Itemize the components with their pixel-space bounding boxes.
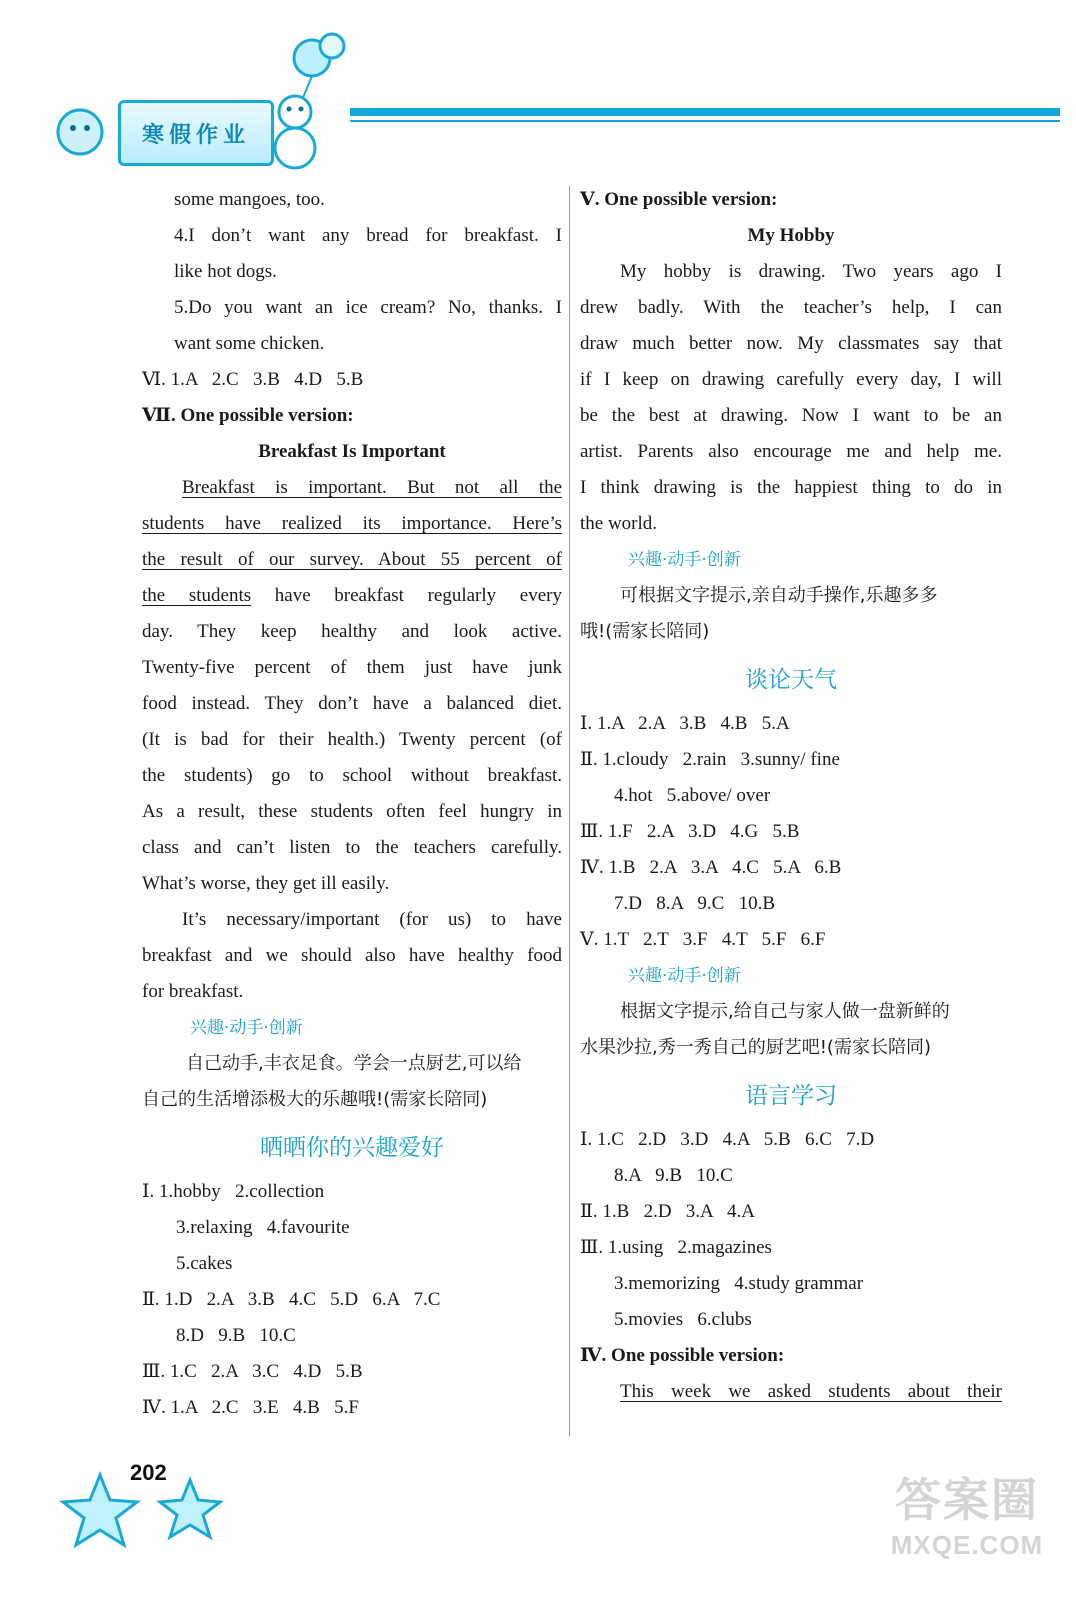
tip-line: 自己的生活增添极大的乐趣哦!(需家长陪同) bbox=[142, 1089, 488, 1110]
left-column bbox=[142, 182, 562, 1426]
section-label: Ⅶ. One possible version: bbox=[142, 405, 354, 426]
fun-heading: 兴趣·动手·创新 bbox=[190, 1018, 303, 1038]
answer-line: 3.memorizing 4.study grammar bbox=[614, 1273, 864, 1294]
column-divider bbox=[569, 186, 570, 1436]
answer-line: like hot dogs. bbox=[174, 261, 277, 282]
answer-line: 3.relaxing 4.favourite bbox=[176, 1217, 350, 1238]
essay-line: be the best at drawing. Now I want to be an bbox=[580, 405, 1002, 426]
tip-line: 水果沙拉,秀一秀自己的厨艺吧!(需家长陪同) bbox=[580, 1037, 931, 1058]
answer-line: 4.I don’t want any bread for breakfast. I bbox=[174, 225, 562, 246]
essay-line: breakfast and we should also have healthy food bbox=[142, 945, 562, 966]
header-rule-thin bbox=[350, 120, 1060, 122]
answer-line: Ⅱ. 1.B 2.D 3.A 4.A bbox=[580, 1201, 755, 1222]
section-heading: 晒晒你的兴趣爱好 bbox=[260, 1135, 444, 1161]
section-heading: 语言学习 bbox=[745, 1083, 837, 1109]
essay-line: draw much better now. My classmates say that bbox=[580, 333, 1002, 354]
answer-line: 5.cakes bbox=[176, 1253, 233, 1274]
answer-line: Ⅳ. 1.B 2.A 3.A 4.C 5.A 6.B bbox=[580, 857, 842, 878]
essay-line: if I keep on drawing carefully every day, I will bbox=[580, 369, 1002, 390]
essay-line: What’s worse, they get ill easily. bbox=[142, 873, 390, 894]
answer-line: Ⅴ. 1.T 2.T 3.F 4.T 5.F 6.F bbox=[580, 929, 826, 950]
essay-line: As a result, these students often feel hungry in bbox=[142, 801, 562, 822]
answer-line: 7.D 8.A 9.C 10.B bbox=[614, 893, 775, 914]
answer-line: 4.hot 5.above/ over bbox=[614, 785, 771, 806]
essay-line: the result of our survey. About 55 percent of bbox=[142, 549, 562, 570]
answer-line: some mangoes, too. bbox=[174, 189, 325, 210]
essay-line: for breakfast. bbox=[142, 981, 244, 1002]
answer-line: Ⅵ. 1.A 2.C 3.B 4.D 5.B bbox=[142, 369, 364, 390]
tip-line: 哦!(需家长陪同) bbox=[580, 621, 710, 642]
essay-line: This week we asked students about their bbox=[620, 1381, 1002, 1402]
answer-line: 8.D 9.B 10.C bbox=[176, 1325, 296, 1346]
watermark bbox=[872, 1470, 1062, 1580]
answer-line: 5.movies 6.clubs bbox=[614, 1309, 752, 1330]
section-label: Ⅳ. One possible version: bbox=[580, 1345, 785, 1366]
answer-line: Ⅲ. 1.F 2.A 3.D 4.G 5.B bbox=[580, 821, 800, 842]
watermark-logo: 答案圈 bbox=[895, 1474, 1039, 1526]
essay-line: artist. Parents also encourage me and help me. bbox=[580, 441, 1002, 462]
tip-line: 自己动手,丰衣足食。学会一点厨艺,可以给 bbox=[186, 1053, 522, 1074]
answer-line: Ⅰ. 1.C 2.D 3.D 4.A 5.B 6.C 7.D bbox=[580, 1129, 875, 1150]
essay-line: drew badly. With the teacher’s help, I can bbox=[580, 297, 1002, 318]
essay-line: food instead. They don’t have a balanced diet. bbox=[142, 693, 562, 714]
fun-heading: 兴趣·动手·创新 bbox=[628, 966, 741, 986]
fun-heading: 兴趣·动手·创新 bbox=[628, 550, 741, 570]
essay-line: (It is bad for their health.) Twenty percent (of bbox=[142, 729, 562, 750]
answer-line: Ⅱ. 1.cloudy 2.rain 3.sunny/ fine bbox=[580, 749, 840, 770]
essay-underlined: the students bbox=[142, 585, 252, 606]
essay-line: I think drawing is the happiest thing to do in bbox=[580, 477, 1002, 498]
answer-line: Ⅰ. 1.hobby 2.collection bbox=[142, 1181, 325, 1202]
essay-line: Twenty-five percent of them just have junk bbox=[142, 657, 562, 678]
essay-line: My hobby is drawing. Two years ago I bbox=[620, 261, 1002, 282]
essay-line: day. They keep healthy and look active. bbox=[142, 621, 562, 642]
answer-line: Ⅰ. 1.A 2.A 3.B 4.B 5.A bbox=[580, 713, 790, 734]
answer-line: Ⅱ. 1.D 2.A 3.B 4.C 5.D 6.A 7.C bbox=[142, 1289, 441, 1310]
answer-line: 5.Do you want an ice cream? No, thanks. I bbox=[174, 297, 562, 318]
section-label: Ⅴ. One possible version: bbox=[580, 189, 778, 210]
section-heading: 谈论天气 bbox=[745, 667, 837, 693]
essay-line: students have realized its importance. Here’s bbox=[142, 513, 562, 534]
essay-title: My Hobby bbox=[747, 225, 835, 246]
essay-line: Breakfast is important. But not all the bbox=[182, 477, 562, 498]
essay-line: the students) go to school without breakfast. bbox=[142, 765, 562, 786]
right-column bbox=[580, 182, 1002, 1410]
answer-line: want some chicken. bbox=[174, 333, 325, 354]
essay-line: the world. bbox=[580, 513, 658, 534]
essay-text: have breakfast regularly every bbox=[251, 585, 562, 606]
essay-line bbox=[142, 578, 562, 614]
watermark-url: MXQE.COM bbox=[890, 1530, 1044, 1560]
answer-line: Ⅳ. 1.A 2.C 3.E 4.B 5.F bbox=[142, 1397, 359, 1418]
answer-line: Ⅲ. 1.C 2.A 3.C 4.D 5.B bbox=[142, 1361, 363, 1382]
tip-line: 根据文字提示,给自己与家人做一盘新鲜的 bbox=[620, 1001, 950, 1022]
essay-title: Breakfast Is Important bbox=[258, 441, 446, 462]
header-rule bbox=[350, 108, 1060, 116]
essay-line: class and can’t listen to the teachers carefully. bbox=[142, 837, 562, 858]
tip-line: 可根据文字提示,亲自动手操作,乐趣多多 bbox=[620, 585, 938, 606]
essay-line: It’s necessary/important (for us) to have bbox=[182, 909, 562, 930]
page-header bbox=[0, 0, 1076, 180]
answer-line: 8.A 9.B 10.C bbox=[614, 1165, 733, 1186]
answer-line: Ⅲ. 1.using 2.magazines bbox=[580, 1237, 772, 1258]
page-number: 202 bbox=[130, 1460, 167, 1485]
header-title: 寒假作业 bbox=[118, 100, 274, 166]
